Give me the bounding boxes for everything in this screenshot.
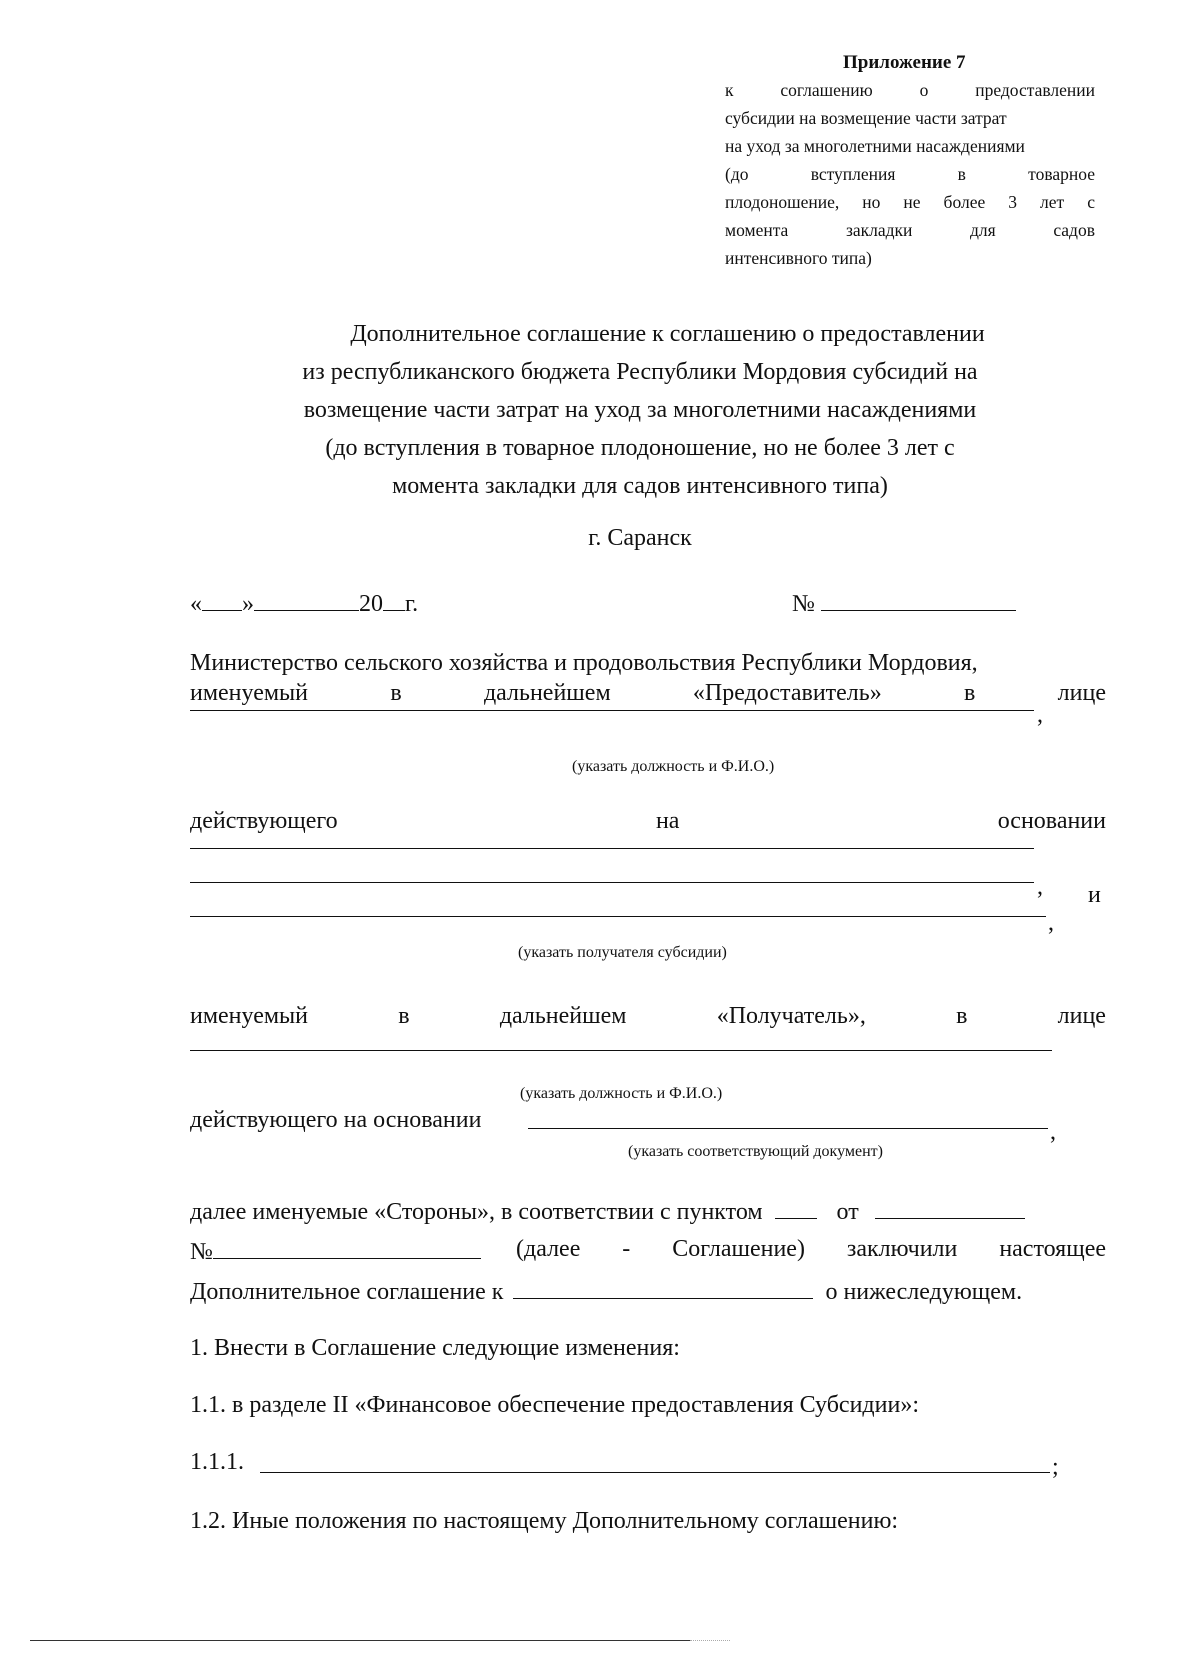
year-blank[interactable] — [383, 588, 405, 611]
clause-blank[interactable] — [775, 1196, 817, 1219]
semicolon: ; — [1052, 1454, 1059, 1480]
agreement-ref-blank[interactable] — [513, 1276, 813, 1299]
recipient-representative-blank[interactable] — [190, 1050, 1052, 1051]
basis-blank-1[interactable] — [190, 848, 1034, 849]
annex-line: субсидии на возмещение части затрат — [725, 108, 1007, 128]
parties-line-2-number: № — [190, 1236, 481, 1267]
page-divider-dots — [690, 1640, 730, 1641]
comma: , — [1050, 1119, 1056, 1145]
title-line: Дополнительное соглашение к соглашению о предоставлении — [350, 321, 985, 347]
item-1-2: 1.2. Иные положения по настоящему Дополнительному соглашению: — [190, 1508, 899, 1534]
recipient-basis-line: действующего на основании — [190, 1107, 482, 1133]
number-blank[interactable] — [821, 588, 1016, 611]
item-1-1-1-blank[interactable] — [260, 1472, 1050, 1473]
recipient-representative-hint: (указать должность и Ф.И.О.) — [520, 1085, 723, 1102]
parties-line-1: далее именуемые «Стороны», в соответствии с пунктом от — [190, 1196, 1025, 1227]
recipient-basis-hint: (указать соответствующий документ) — [628, 1143, 883, 1160]
basis-line: действующего на основании — [190, 808, 1106, 834]
annex-line: момента закладки для садов — [725, 220, 1095, 240]
comma: , — [1048, 910, 1054, 936]
annex-line: на уход за многолетними насаждениями — [725, 136, 1025, 156]
title-line: момента закладки для садов интенсивного типа) — [392, 473, 888, 499]
title-line: возмещение части затрат на уход за многолетними насаждениями — [303, 397, 977, 423]
recipient-name-blank[interactable] — [190, 916, 1046, 917]
date-blank[interactable] — [875, 1196, 1025, 1219]
item-1-1-1: 1.1.1. — [190, 1449, 244, 1475]
title-line: (до вступления в товарное плодоношение, но не более 3 лет с — [325, 435, 955, 461]
title-line: из республиканского бюджета Республики Мордовия субсидий на — [302, 359, 978, 385]
provider-line: Министерство сельского хозяйства и продовольствия Республики Мордовия, — [190, 650, 978, 676]
provider-representative-blank[interactable] — [190, 710, 1034, 711]
parties-line-3: Дополнительное соглашение к о нижеследующем. — [190, 1276, 1022, 1307]
page-divider — [30, 1640, 690, 1641]
provider-hint: (указать должность и Ф.И.О.) — [572, 758, 775, 775]
recipient-hint: (указать получателя субсидии) — [518, 944, 727, 961]
annex-line: к соглашению о предоставлении — [725, 80, 1095, 100]
number-field: № — [792, 588, 1016, 619]
city-label: г. Саранск — [588, 525, 692, 551]
annex-title: Приложение 7 — [843, 52, 966, 73]
comma: , — [1037, 874, 1043, 900]
month-blank[interactable] — [254, 588, 359, 611]
annex-block — [725, 50, 1095, 272]
day-blank[interactable] — [202, 588, 242, 611]
recipient-basis-blank[interactable] — [528, 1128, 1048, 1129]
recipient-line: именуемый в дальнейшем «Получатель», в лице — [190, 1003, 1106, 1029]
date-field: « » 20 г. — [190, 588, 418, 619]
document-title — [220, 315, 1060, 505]
parties-line-2: (далее - Соглашение) заключили настоящее — [516, 1236, 1106, 1262]
item-1: 1. Внести в Соглашение следующие изменения: — [190, 1335, 680, 1361]
annex-line: плодоношение, но не более 3 лет с — [725, 192, 1095, 212]
annex-line: интенсивного типа) — [725, 248, 872, 268]
basis-blank-2[interactable] — [190, 882, 1034, 883]
provider-line-justified: именуемый в дальнейшем «Предоставитель» в лице — [190, 680, 1106, 706]
comma: , — [1037, 702, 1043, 728]
item-1-1: 1.1. в разделе II «Финансовое обеспечение предоставления Субсидии»: — [190, 1392, 919, 1418]
and-word: и — [1088, 882, 1101, 908]
annex-line: (до вступления в товарное — [725, 164, 1095, 184]
agreement-number-blank[interactable] — [213, 1236, 481, 1259]
